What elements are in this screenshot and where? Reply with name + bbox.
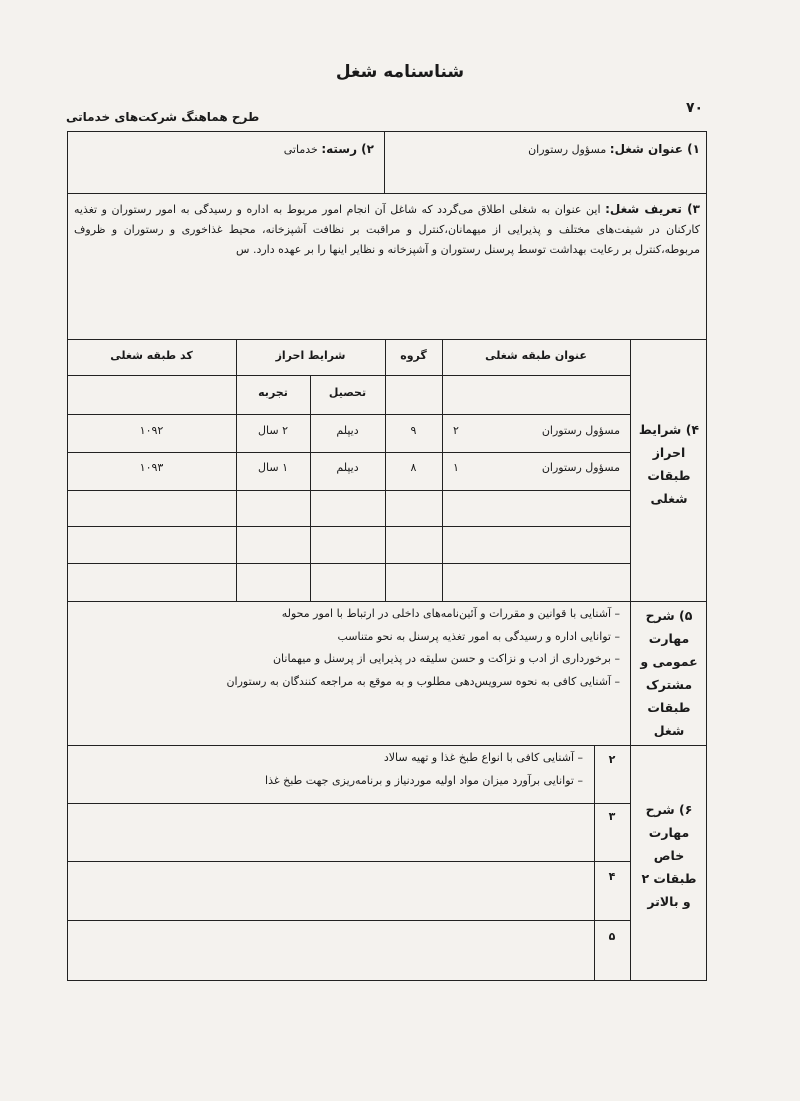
table-grid-line (67, 375, 630, 376)
column-header-requirements: شرایط احراز (275, 349, 346, 362)
category-value: خدماتی (283, 143, 318, 156)
column-header-education: تحصیل (328, 386, 367, 399)
page-title: شناسنامه شغل (335, 62, 465, 82)
skill-level-number: ۳ (608, 810, 616, 823)
divider (67, 193, 707, 194)
row-class-level: ۲ (453, 424, 459, 437)
list-item: – توانایی اداره و رسیدگی به امور تغذیه پرسنل به نحو متناسب (226, 626, 620, 649)
table-grid-line (67, 414, 630, 415)
divider (67, 601, 707, 602)
divider (630, 339, 631, 601)
general-skills-section-label: ۵) شرح مهارت عمومی و مشترک طبقات شغل (640, 608, 698, 738)
table-grid-line (310, 375, 311, 601)
row-experience: ۱ سال (258, 461, 288, 474)
skill-level-number: ۴ (608, 870, 616, 883)
list-item: – برخورداری از ادب و نزاکت و حسن سلیقه در پذیرایی از پرسنل و میهمانان (226, 648, 620, 671)
definition-text: این عنوان به شغلی اطلاق می‌گردد که شاغل آن انجام امور مربوط به اداره و رسیدگی به امور رستوران و تغذیه کارکنان در شیفت‌های مختلف و پذیرایی از میهمانان،کنترل و مراقبت بر نظافت آشپزخانه، محیط غذاخوری و رستوران و ظروف مربوطه،کنترل بر رعایت بهداشت توسط پرسنل رستوران و آشپزخانه و نظایر اینها را بر عهده دارد. س (74, 203, 700, 256)
table-grid-line (67, 526, 630, 527)
job-title-label: ۱) عنوان شغل: (609, 142, 700, 156)
divider (67, 339, 707, 340)
list-item: – آشنایی کافی با انواع طبخ غذا و تهیه سالاد (265, 747, 583, 770)
list-item: – آشنایی کافی به نحوه سرویس‌دهی مطلوب و به موقع به مراجعه کنندگان به رستوران (226, 671, 620, 694)
job-definition (74, 199, 700, 260)
row-class-code: ۱۰۹۲ (139, 424, 164, 437)
column-header-class-code: کد طبقه شغلی (110, 349, 193, 362)
job-title-value: مسؤول رستوران (528, 143, 607, 156)
page-number: ۷۰ (686, 100, 704, 116)
column-header-experience: تجربه (258, 386, 288, 399)
row-class-level: ۱ (453, 461, 459, 474)
row-group: ۸ (410, 461, 417, 474)
specific-skills-section-label: ۶) شرح مهارت خاص طبقات ۲ و بالاتر (641, 802, 697, 909)
column-header-class-title: عنوان طبقه شغلی (485, 349, 587, 362)
row-education: دیپلم (336, 461, 359, 474)
general-skills-list (226, 603, 620, 693)
row-class-title: مسؤول رستوران (541, 461, 620, 474)
job-title-field (528, 142, 700, 156)
table-grid-line (442, 339, 443, 601)
row-education: دیپلم (336, 424, 359, 437)
table-grid-line (67, 861, 630, 862)
divider (594, 745, 595, 981)
table-grid-line (67, 490, 630, 491)
page-subtitle: طرح هماهنگ شرکت‌های خدماتی (66, 110, 260, 124)
list-item: – آشنایی با قوانین و مقررات و آئین‌نامه‌های داخلی در ارتباط با امور محوله (226, 603, 620, 626)
divider (630, 601, 631, 745)
table-grid-line (67, 803, 630, 804)
definition-label: ۳) تعریف شغل: (605, 202, 700, 216)
skill-level-number: ۵ (608, 930, 616, 943)
specific-skills-list (265, 747, 583, 792)
skill-level-number: ۲ (608, 753, 616, 766)
table-grid-line (67, 452, 630, 453)
table-grid-line (67, 920, 630, 921)
divider (67, 745, 707, 746)
column-header-group: گروه (400, 349, 427, 362)
category-label: ۲) رسته: (321, 142, 374, 156)
row-class-code: ۱۰۹۳ (139, 461, 164, 474)
row-class-title: مسؤول رستوران (541, 424, 620, 437)
list-item: – توانایی برآورد میزان مواد اولیه موردنیاز و برنامه‌ریزی جهت طبخ غذا (265, 770, 583, 793)
divider (384, 131, 385, 193)
category-field (284, 142, 374, 156)
table-grid-line (67, 563, 630, 564)
row-group: ۹ (410, 424, 417, 437)
qualifications-section-label: ۴) شرایط احراز طبقات شغلی (638, 422, 700, 506)
divider (630, 745, 631, 981)
row-experience: ۲ سال (258, 424, 288, 437)
